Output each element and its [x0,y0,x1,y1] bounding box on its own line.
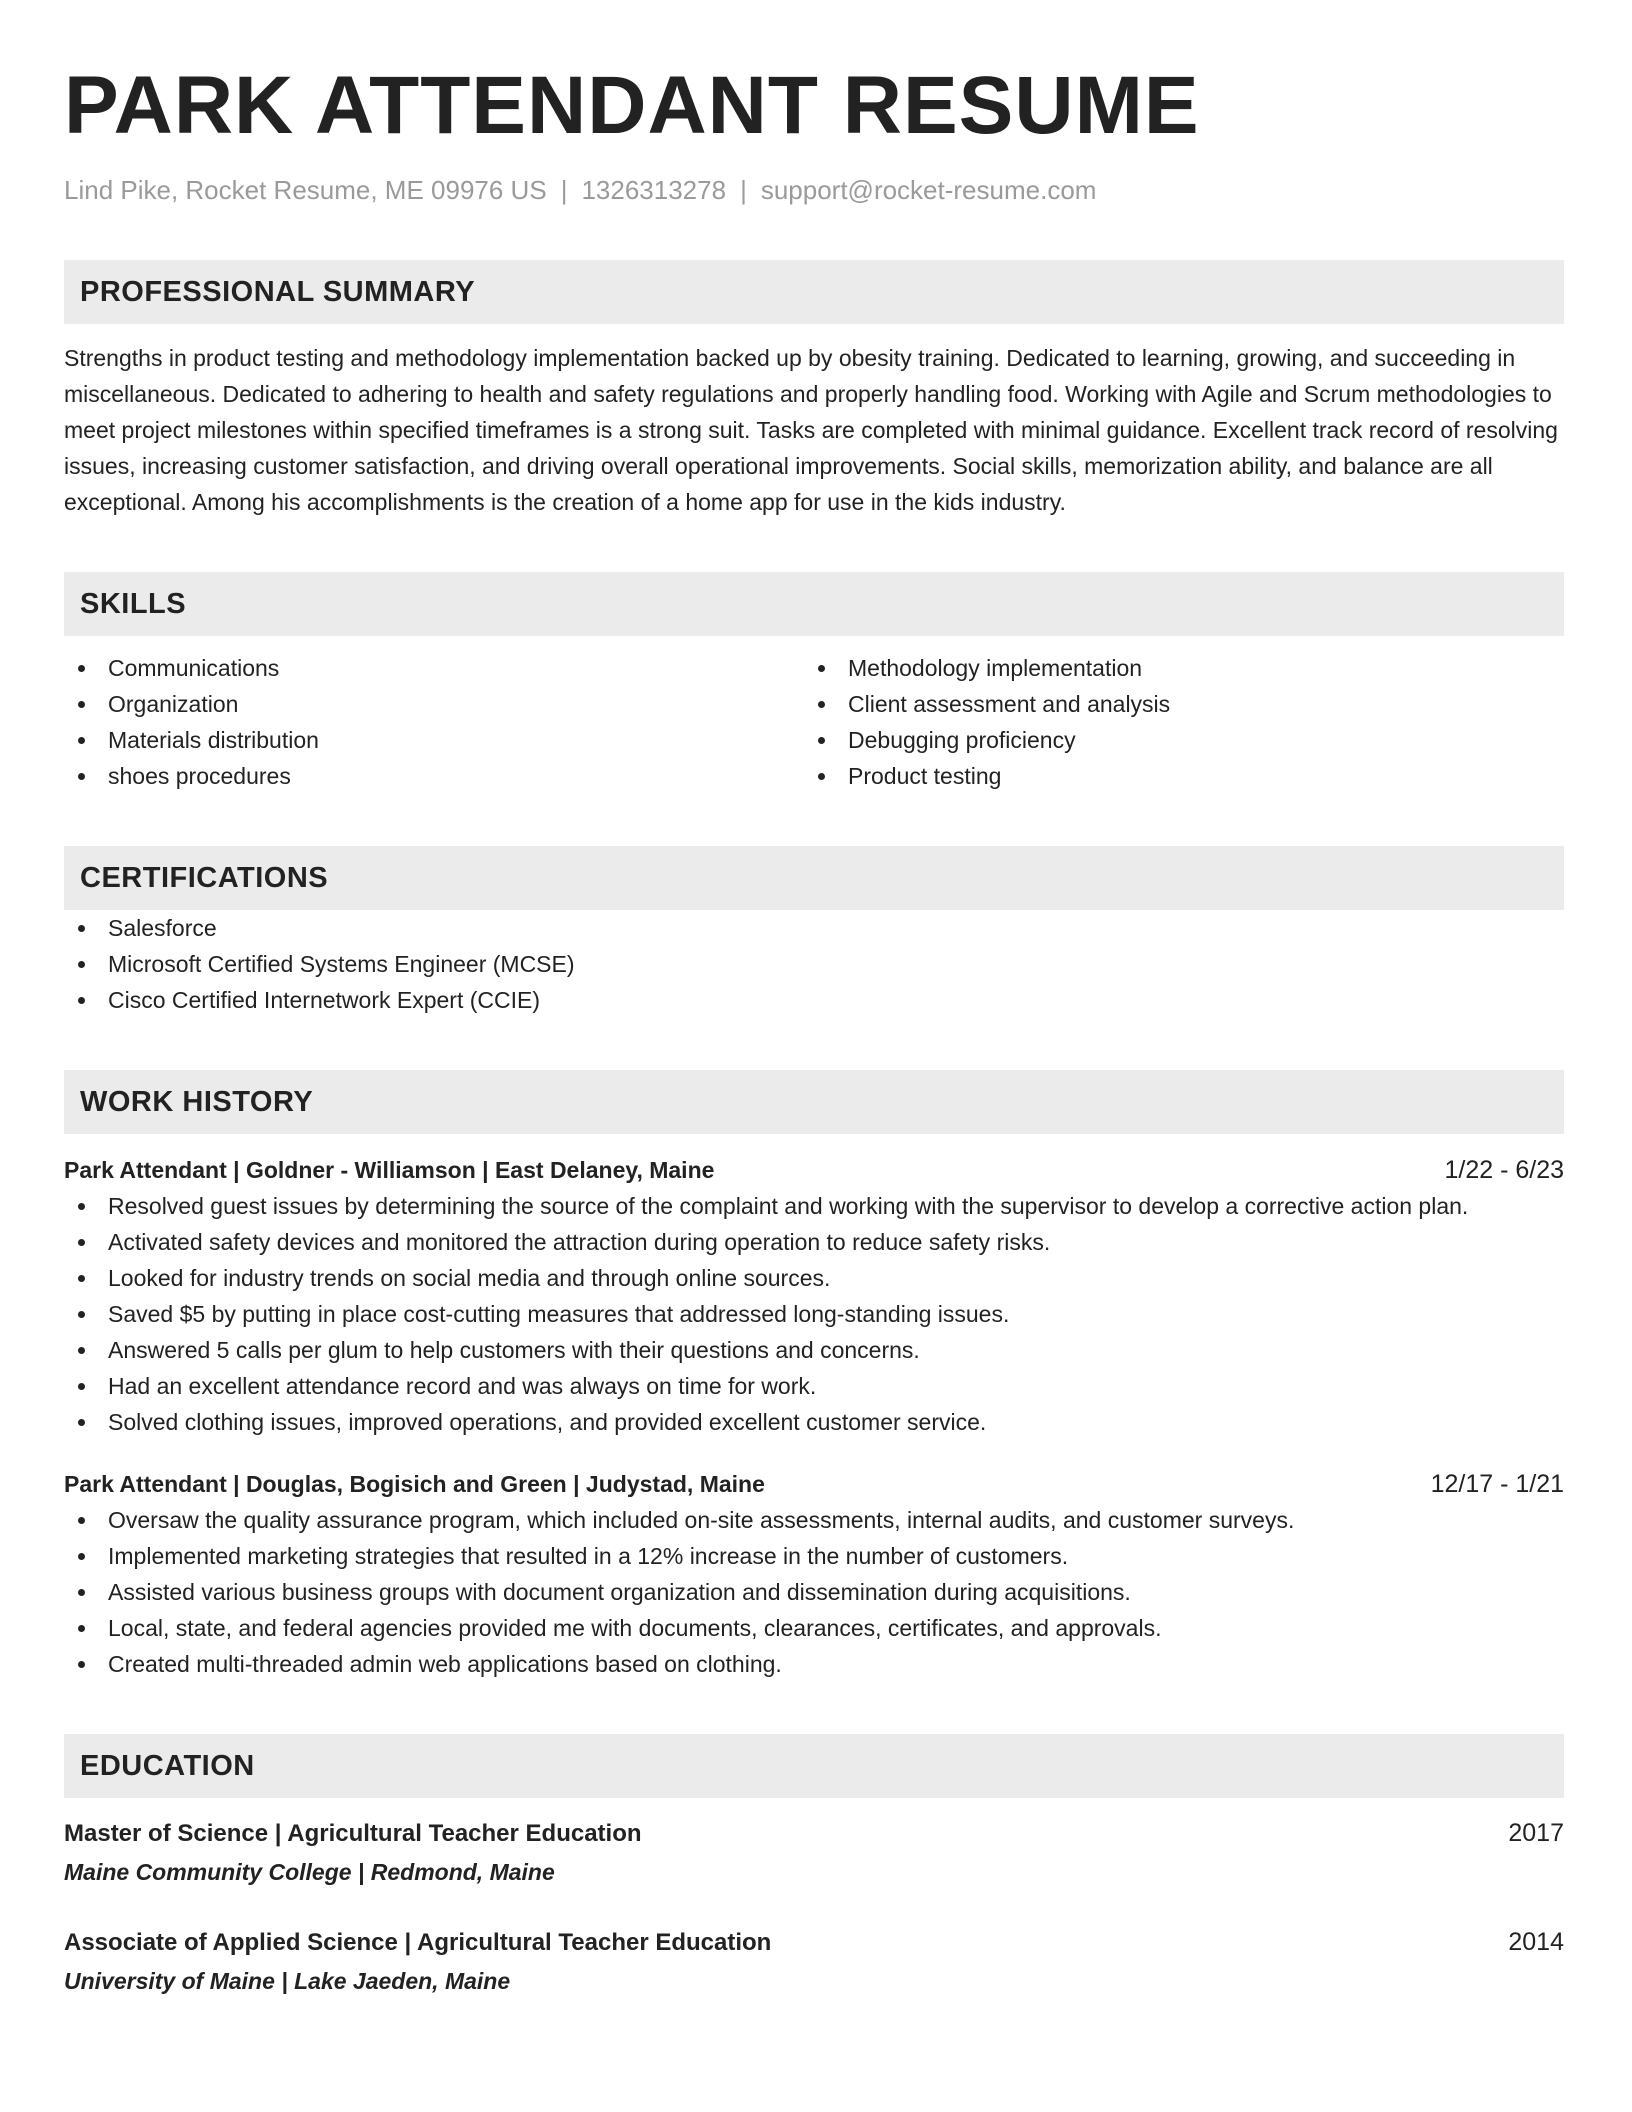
summary-text: Strengths in product testing and methodology implementation backed up by obesity training. Dedicated to learning, growing, and succeeding in miscellaneous. Dedicated to adhering to health and safety regulations and properly handling food. Working with Agile and Scrum methodologies to meet project milestones within specified timeframes is a strong suit. Tasks are completed with minimal guidance. Excellent track record of resolving issues, increasing customer satisfaction, and driving overall operational improvements. Social skills, memorization ability, and balance are all exceptional. Among his accomplishments is the creation of a home app for use in the kids industry. [64,345,1558,515]
job-entry [64,1466,1564,1682]
job-bullet: Resolved guest issues by determining the source of the complaint and working with the supervisor to develop a corrective action plan. [64,1188,1564,1224]
job-bullet: Implemented marketing strategies that resulted in a 12% increase in the number of customers. [64,1538,1564,1574]
skill-item: Materials distribution [64,722,804,758]
job-bullet: Local, state, and federal agencies provided me with documents, clearances, certificates, and approvals. [64,1610,1564,1646]
job-bullet: Created multi-threaded admin web applications based on clothing. [64,1646,1564,1682]
education-degree: Associate of Applied Science | Agricultural Teacher Education [64,1929,772,1956]
job-bullet: Had an excellent attendance record and was always on time for work. [64,1368,1564,1404]
job-bullet: Activated safety devices and monitored the attraction during operation to reduce safety risks. [64,1224,1564,1260]
education-year: 2014 [1508,1928,1564,1956]
contact-line [64,172,1564,208]
job-title: Park Attendant | Goldner - Williamson | East Delaney, Maine [64,1157,715,1183]
job-bullets [64,1188,1564,1440]
education-entry [64,1923,1564,2000]
job-bullets [64,1502,1564,1682]
education-degree: Master of Science | Agricultural Teacher Education [64,1820,642,1847]
job-dates: 1/22 - 6/23 [1444,1156,1564,1184]
education-header [64,1923,1564,1962]
resume-content [64,56,1564,2000]
skill-item: Product testing [804,758,1544,794]
certification-item: Salesforce [64,910,1564,946]
certifications-list [64,910,1564,1018]
job-title: Park Attendant | Douglas, Bogisich and Green | Judystad, Maine [64,1471,765,1497]
job-dates: 12/17 - 1/21 [1430,1470,1564,1498]
contact-email: support@rocket-resume.com [760,175,1097,205]
certification-item: Microsoft Certified Systems Engineer (MCSE) [64,946,1564,982]
job-entry [64,1152,1564,1440]
contact-address: Lind Pike, Rocket Resume, ME 09976 US [64,175,547,205]
job-bullet: Looked for industry trends on social media and through online sources. [64,1260,1564,1296]
certification-item: Cisco Certified Internetwork Expert (CCIE) [64,982,1564,1018]
section-header-summary: PROFESSIONAL SUMMARY [64,260,1564,324]
skill-item: Client assessment and analysis [804,686,1544,722]
job-bullet: Saved $5 by putting in place cost-cutting measures that addressed long-standing issues. [64,1296,1564,1332]
contact-phone: 1326313278 [581,175,727,205]
education-header [64,1814,1564,1853]
contact-separator: | [740,175,747,205]
job-bullet: Oversaw the quality assurance program, which included on-site assessments, internal audits, and customer surveys. [64,1502,1564,1538]
contact-separator: | [560,175,568,205]
job-bullet: Solved clothing issues, improved operations, and provided excellent customer service. [64,1404,1564,1440]
skills-list [64,650,1564,794]
skills-column-right [804,650,1544,794]
resume-title: PARK ATTENDANT RESUME [64,60,1200,151]
job-header [64,1152,1564,1188]
job-bullet: Answered 5 calls per glum to help customers with their questions and concerns. [64,1332,1564,1368]
section-header-certifications: CERTIFICATIONS [64,846,1564,910]
section-header-education: EDUCATION [64,1734,1564,1798]
skill-item: Debugging proficiency [804,722,1544,758]
education-school: Maine Community College | Redmond, Maine [64,1859,555,1885]
education-year: 2017 [1508,1819,1564,1847]
section-header-skills: SKILLS [64,572,1564,636]
job-header [64,1466,1564,1502]
skill-item: Organization [64,686,804,722]
education-entry [64,1814,1564,1891]
section-header-work-history: WORK HISTORY [64,1070,1564,1134]
skill-item: Communications [64,650,804,686]
education-school: University of Maine | Lake Jaeden, Maine [64,1968,511,1994]
skills-column-left [64,650,804,794]
skill-item: Methodology implementation [804,650,1544,686]
job-bullet: Assisted various business groups with document organization and dissemination during acquisitions. [64,1574,1564,1610]
skill-item: shoes procedures [64,758,804,794]
